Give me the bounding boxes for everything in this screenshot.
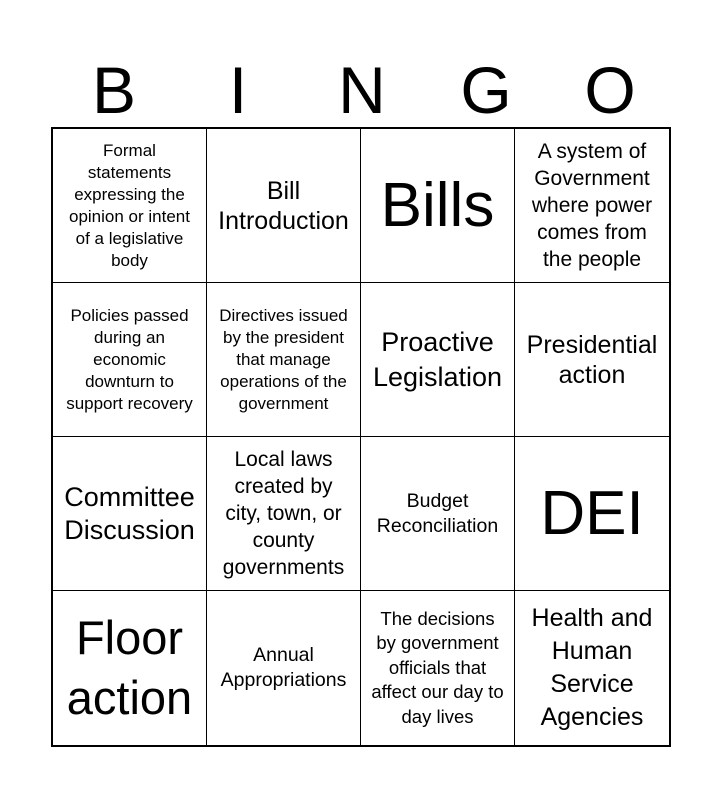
bingo-cell[interactable] xyxy=(515,129,669,283)
cell-text: Floor action xyxy=(66,611,193,724)
bingo-header xyxy=(52,52,672,128)
cell-text: Committee Discussion xyxy=(64,481,195,545)
cell-text: DEI xyxy=(540,478,644,548)
bingo-cell[interactable] xyxy=(53,283,207,437)
cell-text: Budget Reconciliation xyxy=(376,489,499,537)
cell-text: Bills xyxy=(380,170,495,240)
bingo-cell[interactable] xyxy=(53,437,207,591)
header-letter-i: I xyxy=(228,53,248,127)
cell-text: Local laws created by city, town, or county governments xyxy=(222,448,345,579)
bingo-cell[interactable] xyxy=(53,591,207,745)
bingo-cell[interactable] xyxy=(361,437,515,591)
bingo-cell[interactable] xyxy=(53,129,207,283)
cell-text: The decisions by government officials that affect our day to day lives xyxy=(371,607,504,727)
bingo-cell[interactable] xyxy=(515,591,669,745)
bingo-cell[interactable] xyxy=(361,129,515,283)
cell-text: Health and Human Service Agencies xyxy=(531,604,653,731)
cell-text: Formal statements expressing the opinion or intent of a legislative body xyxy=(69,140,190,270)
cell-text: Directives issued by the president that manage operations of the government xyxy=(219,305,348,413)
cell-text: Presidential action xyxy=(526,330,658,389)
header-letter-g: G xyxy=(460,53,512,127)
bingo-cell[interactable] xyxy=(361,283,515,437)
bingo-board xyxy=(51,127,671,747)
bingo-cell[interactable] xyxy=(361,591,515,745)
bingo-cell[interactable] xyxy=(207,129,361,283)
bingo-cell[interactable] xyxy=(515,437,669,591)
bingo-cell[interactable] xyxy=(207,437,361,591)
header-letter-n: N xyxy=(338,53,386,127)
bingo-cell[interactable] xyxy=(207,591,361,745)
header-letter-b: B xyxy=(91,53,137,127)
cell-text: Annual Appropriations xyxy=(220,644,347,691)
bingo-cell[interactable] xyxy=(207,283,361,437)
bingo-cell[interactable] xyxy=(515,283,669,437)
cell-text: A system of Government where power comes from the people xyxy=(531,140,653,271)
cell-text: Proactive Legislation xyxy=(372,326,503,392)
header-letter-o: O xyxy=(584,53,636,127)
cell-text: Policies passed during an economic downturn to support recovery xyxy=(66,305,193,413)
cell-text: Bill Introduction xyxy=(218,176,349,235)
